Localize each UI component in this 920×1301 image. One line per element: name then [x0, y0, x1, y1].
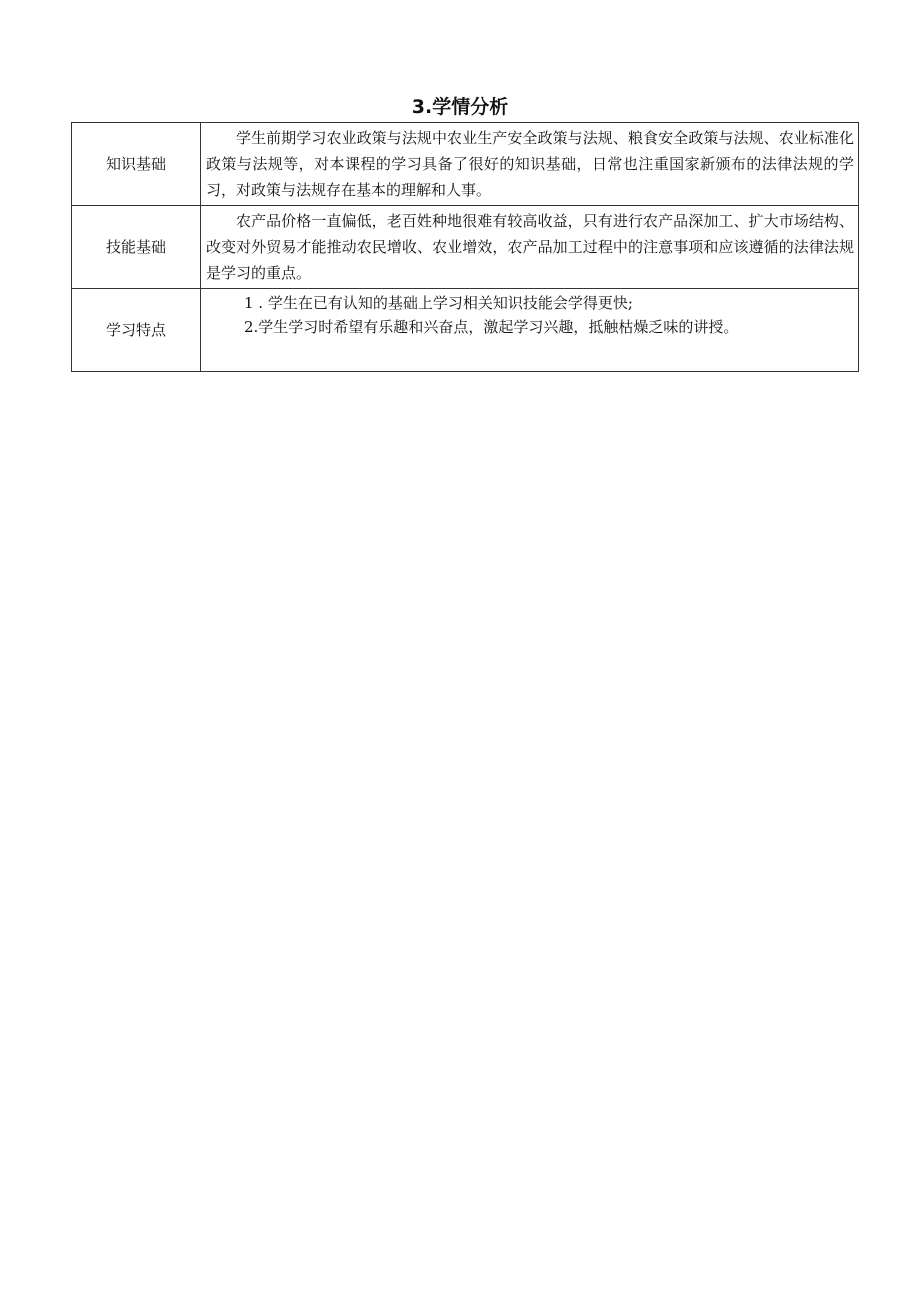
- list-item: 2.学生学习时希望有乐趣和兴奋点，激起学习兴趣，抵触枯燥乏味的讲授。: [244, 318, 739, 336]
- row-label-characteristics: 学习特点: [72, 289, 201, 372]
- knowledge-text: 学生前期学习农业政策与法规中农业生产安全政策与法规、粮食安全政策与法规、农业标准化政策与法规等，对本课程的学习具备了很好的知识基础，日常也注重国家新颁布的法律法规的学习，对政策与法规存在基本的理解和人事。: [206, 129, 854, 199]
- row-content-knowledge: [201, 123, 859, 206]
- skills-text: 农产品价格一直偏低，老百姓种地很难有较高收益，只有进行农产品深加工、扩大市场结构、改变对外贸易才能推动农民增收、农业增效，农产品加工过程中的注意事项和应该遵循的法律法规是学习的重点。: [206, 212, 854, 282]
- row-content-characteristics: [201, 289, 859, 372]
- table-row: [72, 123, 859, 206]
- row-label-knowledge: 知识基础: [72, 123, 201, 206]
- table-row: [72, 289, 859, 372]
- row-label-skills: 技能基础: [72, 206, 201, 289]
- table-row: [72, 206, 859, 289]
- section-title: 3.学情分析: [411, 96, 509, 118]
- row-content-skills: [201, 206, 859, 289]
- list-item: 1 . 学生在已有认知的基础上学习相关知识技能会学得更快;: [244, 294, 633, 312]
- student-analysis-table: [71, 122, 859, 372]
